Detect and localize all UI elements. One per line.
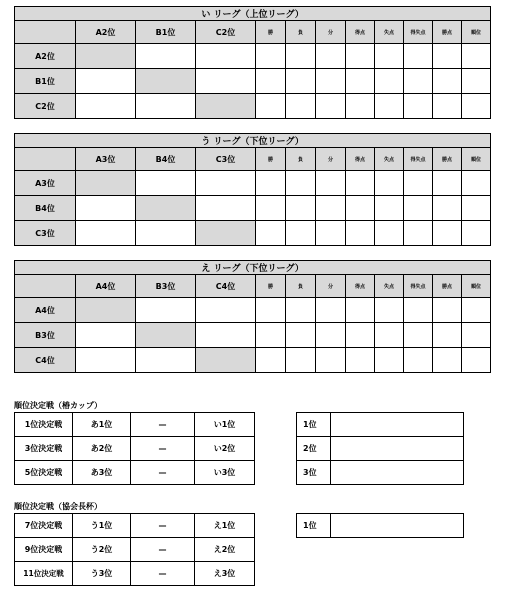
- column-header: 勝: [256, 148, 286, 171]
- column-header: 得点: [346, 21, 375, 44]
- match-vs-dash: —: [131, 413, 195, 437]
- result-cell[interactable]: [136, 298, 196, 323]
- column-header: C4位: [196, 275, 256, 298]
- result-cell[interactable]: [433, 348, 462, 373]
- result-cell[interactable]: [316, 69, 346, 94]
- match-label: 9位決定戦: [15, 538, 73, 562]
- column-header: 勝: [256, 21, 286, 44]
- match-team-left: あ2位: [73, 437, 131, 461]
- table-row: [15, 196, 491, 221]
- column-header: 順位: [462, 21, 491, 44]
- match-label: 5位決定戦: [15, 461, 73, 485]
- result-cell[interactable]: [196, 298, 256, 323]
- result-cell[interactable]: [286, 298, 316, 323]
- column-header: 負: [286, 21, 316, 44]
- result-cell[interactable]: [404, 69, 433, 94]
- result-cell[interactable]: [375, 44, 404, 69]
- match-row: [15, 538, 255, 562]
- result-cell[interactable]: [256, 298, 286, 323]
- league-title: う リーグ（下位リーグ）: [15, 134, 491, 148]
- result-team-cell[interactable]: [331, 437, 464, 461]
- result-cell[interactable]: [404, 298, 433, 323]
- column-header: 得点: [346, 275, 375, 298]
- row-header: A4位: [15, 298, 76, 323]
- result-cell[interactable]: [404, 94, 433, 119]
- result-cell[interactable]: [196, 323, 256, 348]
- table-row: [15, 348, 491, 373]
- result-cell[interactable]: [196, 69, 256, 94]
- column-header: 得点: [346, 148, 375, 171]
- result-cell[interactable]: [433, 94, 462, 119]
- table-row: [15, 94, 491, 119]
- result-cell[interactable]: [433, 323, 462, 348]
- result-cell[interactable]: [375, 94, 404, 119]
- match-row: [15, 437, 255, 461]
- result-cell[interactable]: [433, 171, 462, 196]
- result-row: [297, 461, 464, 485]
- ranking-results-table: [296, 412, 464, 485]
- result-cell[interactable]: [404, 196, 433, 221]
- result-cell[interactable]: [316, 196, 346, 221]
- match-vs-dash: —: [131, 538, 195, 562]
- result-cell[interactable]: [136, 94, 196, 119]
- self-match-cell: [136, 323, 196, 348]
- ranking-section-title: 順位決定戦（椿カップ）: [14, 401, 102, 410]
- result-cell[interactable]: [375, 221, 404, 246]
- result-cell[interactable]: [375, 196, 404, 221]
- match-vs-dash: —: [131, 437, 195, 461]
- result-cell[interactable]: [433, 298, 462, 323]
- row-header: B1位: [15, 69, 76, 94]
- result-cell[interactable]: [346, 348, 375, 373]
- table-row: [15, 69, 491, 94]
- match-label: 3位決定戦: [15, 437, 73, 461]
- result-cell[interactable]: [76, 94, 136, 119]
- result-cell[interactable]: [256, 348, 286, 373]
- result-cell[interactable]: [136, 171, 196, 196]
- table-row: [15, 221, 491, 246]
- result-cell[interactable]: [346, 221, 375, 246]
- league-title: い リーグ（上位リーグ）: [15, 7, 491, 21]
- column-header: B4位: [136, 148, 196, 171]
- result-cell[interactable]: [462, 69, 491, 94]
- result-cell[interactable]: [346, 44, 375, 69]
- result-cell[interactable]: [136, 348, 196, 373]
- self-match-cell: [136, 69, 196, 94]
- corner-cell: [15, 148, 76, 171]
- ranking-results-table: [296, 513, 464, 538]
- row-header: C4位: [15, 348, 76, 373]
- column-header: 順位: [462, 148, 491, 171]
- match-team-left: う3位: [73, 562, 131, 586]
- result-cell[interactable]: [76, 196, 136, 221]
- result-cell[interactable]: [286, 196, 316, 221]
- result-cell[interactable]: [462, 171, 491, 196]
- column-header: C2位: [196, 21, 256, 44]
- result-cell[interactable]: [316, 298, 346, 323]
- column-header: 得失点: [404, 21, 433, 44]
- result-rank-label: 1位: [297, 514, 331, 538]
- result-cell[interactable]: [196, 44, 256, 69]
- match-vs-dash: —: [131, 514, 195, 538]
- result-cell[interactable]: [256, 44, 286, 69]
- result-cell[interactable]: [256, 196, 286, 221]
- result-rank-label: 3位: [297, 461, 331, 485]
- league-i-table: [14, 6, 491, 119]
- row-header: C2位: [15, 94, 76, 119]
- column-header: 順位: [462, 275, 491, 298]
- result-team-cell[interactable]: [331, 514, 464, 538]
- match-team-right: え2位: [195, 538, 255, 562]
- result-cell[interactable]: [256, 221, 286, 246]
- result-rank-label: 2位: [297, 437, 331, 461]
- result-cell[interactable]: [286, 323, 316, 348]
- result-cell[interactable]: [286, 44, 316, 69]
- column-header: 失点: [375, 275, 404, 298]
- result-cell[interactable]: [462, 196, 491, 221]
- result-cell[interactable]: [404, 171, 433, 196]
- result-cell[interactable]: [316, 221, 346, 246]
- row-header: A3位: [15, 171, 76, 196]
- match-vs-dash: —: [131, 461, 195, 485]
- result-cell[interactable]: [136, 44, 196, 69]
- result-cell[interactable]: [286, 221, 316, 246]
- ranking-matches-table: [14, 513, 255, 586]
- corner-cell: [15, 21, 76, 44]
- column-header: 分: [316, 275, 346, 298]
- result-cell[interactable]: [404, 348, 433, 373]
- column-header: C3位: [196, 148, 256, 171]
- match-row: [15, 562, 255, 586]
- result-cell[interactable]: [76, 323, 136, 348]
- result-cell[interactable]: [404, 44, 433, 69]
- result-cell[interactable]: [316, 348, 346, 373]
- match-vs-dash: —: [131, 562, 195, 586]
- result-row: [297, 437, 464, 461]
- ranking-section-title: 順位決定戦（協会長杯）: [14, 502, 102, 511]
- result-cell[interactable]: [433, 196, 462, 221]
- result-cell[interactable]: [316, 94, 346, 119]
- column-header: 負: [286, 148, 316, 171]
- result-cell[interactable]: [462, 94, 491, 119]
- result-cell[interactable]: [346, 94, 375, 119]
- result-cell[interactable]: [375, 348, 404, 373]
- result-cell[interactable]: [404, 323, 433, 348]
- column-header: 得失点: [404, 148, 433, 171]
- result-cell[interactable]: [346, 298, 375, 323]
- result-cell[interactable]: [462, 323, 491, 348]
- result-cell[interactable]: [375, 323, 404, 348]
- column-header: 分: [316, 21, 346, 44]
- result-cell[interactable]: [433, 221, 462, 246]
- column-header: 分: [316, 148, 346, 171]
- self-match-cell: [76, 44, 136, 69]
- column-header: 勝点: [433, 148, 462, 171]
- result-rank-label: 1位: [297, 413, 331, 437]
- column-header: 負: [286, 275, 316, 298]
- self-match-cell: [76, 171, 136, 196]
- match-team-left: う1位: [73, 514, 131, 538]
- column-header: 勝: [256, 275, 286, 298]
- result-cell[interactable]: [375, 171, 404, 196]
- result-cell[interactable]: [76, 348, 136, 373]
- table-row: [15, 171, 491, 196]
- match-team-right: え1位: [195, 514, 255, 538]
- column-header: 失点: [375, 148, 404, 171]
- match-row: [15, 461, 255, 485]
- column-header: 勝点: [433, 21, 462, 44]
- result-cell[interactable]: [375, 69, 404, 94]
- result-cell[interactable]: [316, 44, 346, 69]
- result-cell[interactable]: [286, 69, 316, 94]
- result-team-cell[interactable]: [331, 413, 464, 437]
- result-cell[interactable]: [196, 196, 256, 221]
- result-cell[interactable]: [375, 298, 404, 323]
- result-row: [297, 514, 464, 538]
- row-header: A2位: [15, 44, 76, 69]
- match-row: [15, 514, 255, 538]
- match-row: [15, 413, 255, 437]
- result-cell[interactable]: [462, 348, 491, 373]
- result-cell[interactable]: [256, 323, 286, 348]
- result-cell[interactable]: [256, 171, 286, 196]
- row-header: B3位: [15, 323, 76, 348]
- match-team-right: い3位: [195, 461, 255, 485]
- result-cell[interactable]: [346, 69, 375, 94]
- result-cell[interactable]: [433, 44, 462, 69]
- match-label: 11位決定戦: [15, 562, 73, 586]
- column-header: 得失点: [404, 275, 433, 298]
- self-match-cell: [196, 348, 256, 373]
- result-cell[interactable]: [433, 69, 462, 94]
- table-row: [15, 323, 491, 348]
- league-u-table: [14, 133, 491, 246]
- result-cell[interactable]: [256, 69, 286, 94]
- match-team-left: あ3位: [73, 461, 131, 485]
- column-header: B1位: [136, 21, 196, 44]
- self-match-cell: [196, 94, 256, 119]
- result-cell[interactable]: [286, 348, 316, 373]
- match-team-right: え3位: [195, 562, 255, 586]
- league-title: え リーグ（下位リーグ）: [15, 261, 491, 275]
- row-header: C3位: [15, 221, 76, 246]
- result-row: [297, 413, 464, 437]
- match-team-right: い1位: [195, 413, 255, 437]
- column-header: A2位: [76, 21, 136, 44]
- self-match-cell: [136, 196, 196, 221]
- match-team-left: あ1位: [73, 413, 131, 437]
- corner-cell: [15, 275, 76, 298]
- column-header: A4位: [76, 275, 136, 298]
- match-team-right: い2位: [195, 437, 255, 461]
- self-match-cell: [196, 221, 256, 246]
- result-cell[interactable]: [462, 44, 491, 69]
- match-team-left: う2位: [73, 538, 131, 562]
- result-team-cell[interactable]: [331, 461, 464, 485]
- result-cell[interactable]: [462, 298, 491, 323]
- result-cell[interactable]: [76, 221, 136, 246]
- table-row: [15, 298, 491, 323]
- league-e-table: [14, 260, 491, 373]
- result-cell[interactable]: [136, 221, 196, 246]
- result-cell[interactable]: [316, 171, 346, 196]
- match-label: 1位決定戦: [15, 413, 73, 437]
- result-cell[interactable]: [286, 94, 316, 119]
- self-match-cell: [76, 298, 136, 323]
- result-cell[interactable]: [286, 171, 316, 196]
- result-cell[interactable]: [316, 323, 346, 348]
- result-cell[interactable]: [462, 221, 491, 246]
- result-cell[interactable]: [76, 69, 136, 94]
- ranking-matches-table: [14, 412, 255, 485]
- column-header: 失点: [375, 21, 404, 44]
- column-header: B3位: [136, 275, 196, 298]
- result-cell[interactable]: [346, 171, 375, 196]
- row-header: B4位: [15, 196, 76, 221]
- column-header: A3位: [76, 148, 136, 171]
- result-cell[interactable]: [256, 94, 286, 119]
- result-cell[interactable]: [404, 221, 433, 246]
- table-row: [15, 44, 491, 69]
- match-label: 7位決定戦: [15, 514, 73, 538]
- result-cell[interactable]: [346, 323, 375, 348]
- column-header: 勝点: [433, 275, 462, 298]
- result-cell[interactable]: [346, 196, 375, 221]
- result-cell[interactable]: [196, 171, 256, 196]
